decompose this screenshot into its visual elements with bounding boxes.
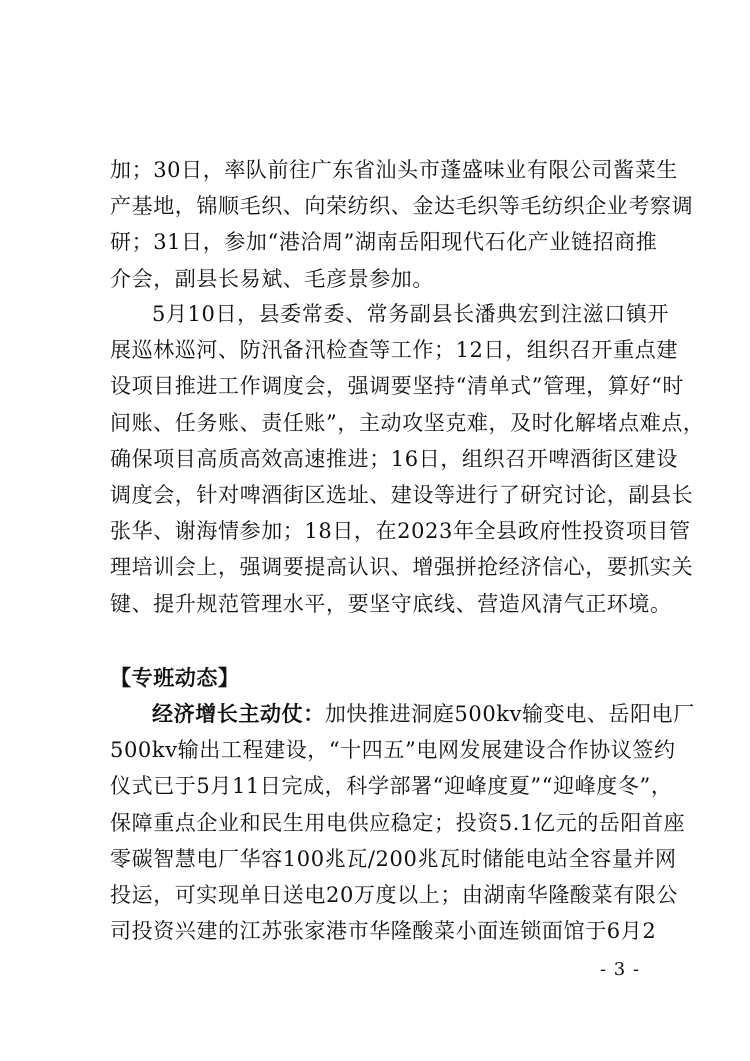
- text-line: 产基地，锦顺毛织、向荣纺织、金达毛织等毛纺织企业考察调: [110, 194, 694, 219]
- section-heading: 【专班动态】: [110, 665, 240, 690]
- text-line: 司投资兴建的江苏张家港市华隆酸菜小面连锁面馆于6月2: [110, 919, 657, 944]
- text-line: 保障重点企业和民生用电供应稳定；投资5.1亿元的岳阳首座: [110, 810, 686, 835]
- text-line: 键、提升规范管理水平，要坚守底线、营造风清气正环境。: [110, 591, 672, 616]
- page-number: - 3 -: [600, 959, 641, 980]
- text-line: 投运，可实现单日送电20万度以上；由湖南华隆酸菜有限公: [110, 883, 678, 908]
- text-line: 5月10日，县委常委、常务副县长潘典宏到注滋口镇开: [152, 302, 670, 326]
- text-line: 确保项目高质高效高速推进；16日，组织召开啤酒街区建设: [110, 446, 678, 471]
- text-line: 研；31日，参加“港洽周”湖南岳阳现代石化产业链招商推: [110, 230, 658, 255]
- text-line: 调度会，针对啤酒街区选址、建设等进行了研究讨论，副县长: [110, 483, 694, 508]
- text-line: [110, 696, 695, 732]
- paragraph-2: [110, 296, 705, 622]
- text-line: 仪式已于5月11日完成，科学部署“迎峰度夏”“迎峰度冬”，: [110, 774, 673, 799]
- text-line: 展巡林巡河、防汛备汛检查等工作；12日，组织召开重点建: [110, 338, 678, 363]
- text-line: 加；30日，率队前往广东省汕头市蓬盛味业有限公司酱菜生: [110, 158, 678, 182]
- text-line: 理培训会上，强调要提高认识、增强拼抢经济信心，要抓实关: [110, 555, 694, 580]
- text-line: 介会，副县长易斌、毛彦景参加。: [110, 266, 434, 291]
- text-line: 500kv输出工程建设，“十四五”电网发展建设合作协议签约: [110, 738, 676, 763]
- paragraph-lead-title: 经济增长主动仗：: [152, 701, 325, 726]
- text-line: 张华、谢海情参加；18日，在2023年全县政府性投资项目管: [110, 519, 691, 544]
- text-fragment: 加快推进洞庭500kv输变电、岳阳电厂: [324, 702, 695, 726]
- text-line: 设项目推进工作调度会，强调要坚持“清单式”管理，算好“时: [110, 374, 685, 399]
- text-line: 间账、任务账、责任账”，主动攻坚克难，及时化解堵点难点，: [110, 410, 705, 435]
- paragraph-1: [110, 152, 694, 297]
- text-line: 零碳智慧电厂华容100兆瓦/200兆瓦时储能电站全容量并网: [110, 846, 677, 871]
- paragraph-3: [110, 696, 695, 949]
